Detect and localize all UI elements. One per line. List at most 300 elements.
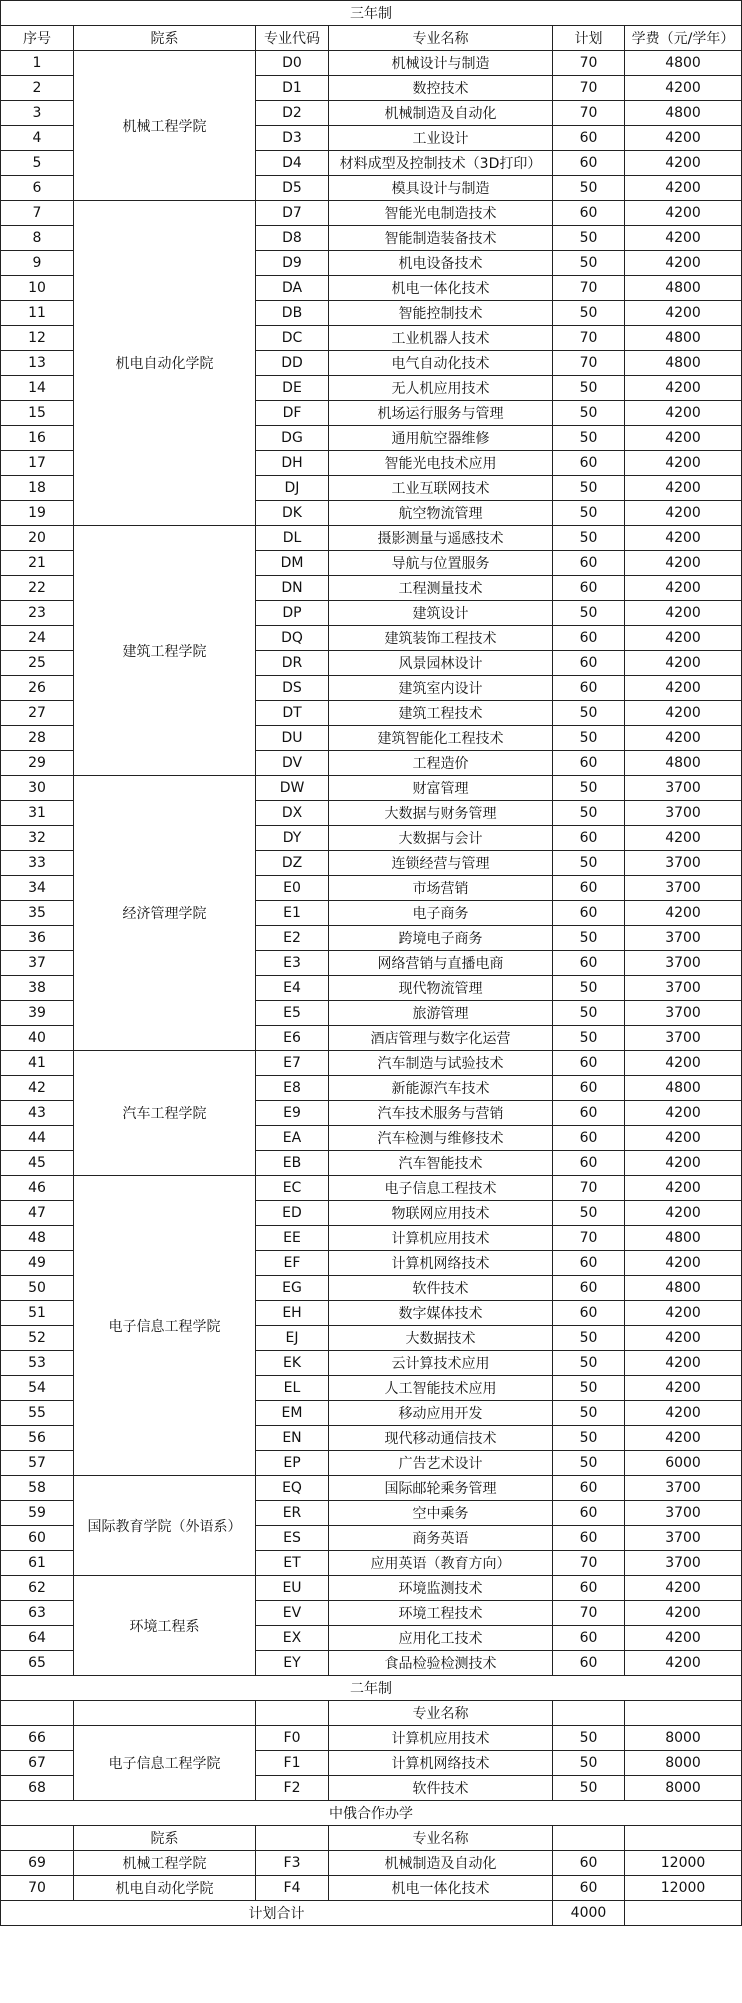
code-cell: D4	[256, 151, 329, 176]
code-cell: EQ	[256, 1476, 329, 1501]
code-cell: EF	[256, 1251, 329, 1276]
college-cell: 电子信息工程学院	[74, 1176, 256, 1476]
code-cell: E9	[256, 1101, 329, 1126]
seq-cell: 10	[1, 276, 74, 301]
fee-cell: 4200	[625, 301, 742, 326]
code-cell: E5	[256, 1001, 329, 1026]
fee-cell: 4200	[625, 1426, 742, 1451]
plan-cell: 60	[553, 751, 625, 776]
seq-cell: 35	[1, 901, 74, 926]
plan-cell: 60	[553, 576, 625, 601]
section-title-coop: 中俄合作办学	[1, 1801, 742, 1826]
major-cell: 机电一体化技术	[329, 276, 553, 301]
seq-cell: 13	[1, 351, 74, 376]
seq-cell: 12	[1, 326, 74, 351]
fee-cell: 4200	[625, 176, 742, 201]
fee-cell: 4200	[625, 151, 742, 176]
header-seq-empty	[1, 1701, 74, 1726]
seq-cell: 26	[1, 676, 74, 701]
major-cell: 工业互联网技术	[329, 476, 553, 501]
seq-cell: 25	[1, 651, 74, 676]
code-cell: ED	[256, 1201, 329, 1226]
college-cell: 建筑工程学院	[74, 526, 256, 776]
major-cell: 机械设计与制造	[329, 51, 553, 76]
major-cell: 应用化工技术	[329, 1626, 553, 1651]
header-major: 专业名称	[329, 1701, 553, 1726]
seq-cell: 69	[1, 1851, 74, 1876]
fee-cell: 4200	[625, 551, 742, 576]
plan-cell: 60	[553, 626, 625, 651]
seq-cell: 51	[1, 1301, 74, 1326]
seq-cell: 22	[1, 576, 74, 601]
fee-cell: 4200	[625, 251, 742, 276]
code-cell: E4	[256, 976, 329, 1001]
code-cell: EP	[256, 1451, 329, 1476]
plan-cell: 50	[553, 1776, 625, 1801]
code-cell: E8	[256, 1076, 329, 1101]
seq-cell: 18	[1, 476, 74, 501]
table-row	[1, 201, 742, 226]
code-cell: D0	[256, 51, 329, 76]
plan-cell: 50	[553, 1351, 625, 1376]
seq-cell: 23	[1, 601, 74, 626]
code-cell: DL	[256, 526, 329, 551]
header-seq-empty	[1, 1826, 74, 1851]
plan-cell: 50	[553, 426, 625, 451]
header-plan-empty	[553, 1826, 625, 1851]
fee-cell: 6000	[625, 1451, 742, 1476]
plan-cell: 60	[553, 1076, 625, 1101]
seq-cell: 47	[1, 1201, 74, 1226]
fee-cell: 4200	[625, 401, 742, 426]
major-cell: 风景园林设计	[329, 651, 553, 676]
plan-cell: 60	[553, 1851, 625, 1876]
plan-cell: 50	[553, 1726, 625, 1751]
seq-cell: 68	[1, 1776, 74, 1801]
plan-cell: 60	[553, 1876, 625, 1901]
seq-cell: 42	[1, 1076, 74, 1101]
seq-cell: 49	[1, 1251, 74, 1276]
major-cell: 国际邮轮乘务管理	[329, 1476, 553, 1501]
plan-cell: 50	[553, 851, 625, 876]
header-code-empty	[256, 1701, 329, 1726]
plan-cell: 50	[553, 1026, 625, 1051]
plan-cell: 50	[553, 976, 625, 1001]
header-fee-empty	[625, 1826, 742, 1851]
code-cell: DE	[256, 376, 329, 401]
header-plan-empty	[553, 1701, 625, 1726]
fee-cell: 4200	[625, 1101, 742, 1126]
fee-cell: 4200	[625, 701, 742, 726]
college-cell: 经济管理学院	[74, 776, 256, 1051]
seq-cell: 31	[1, 801, 74, 826]
fee-cell: 4200	[625, 1326, 742, 1351]
fee-cell: 4200	[625, 1126, 742, 1151]
seq-cell: 9	[1, 251, 74, 276]
code-cell: EA	[256, 1126, 329, 1151]
header-seq: 序号	[1, 26, 74, 51]
code-cell: D9	[256, 251, 329, 276]
major-cell: 机电一体化技术	[329, 1876, 553, 1901]
code-cell: DR	[256, 651, 329, 676]
major-cell: 电子信息工程技术	[329, 1176, 553, 1201]
plan-cell: 50	[553, 1426, 625, 1451]
plan-cell: 70	[553, 76, 625, 101]
seq-cell: 32	[1, 826, 74, 851]
code-cell: DB	[256, 301, 329, 326]
fee-cell: 4800	[625, 101, 742, 126]
major-cell: 智能控制技术	[329, 301, 553, 326]
seq-cell: 43	[1, 1101, 74, 1126]
fee-cell: 4200	[625, 601, 742, 626]
plan-cell: 60	[553, 1476, 625, 1501]
plan-cell: 60	[553, 901, 625, 926]
plan-cell: 60	[553, 1626, 625, 1651]
plan-cell: 50	[553, 1001, 625, 1026]
major-cell: 智能制造装备技术	[329, 226, 553, 251]
seq-cell: 60	[1, 1526, 74, 1551]
major-cell: 酒店管理与数字化运营	[329, 1026, 553, 1051]
section-title-row	[1, 1676, 742, 1701]
major-cell: 食品检验检测技术	[329, 1651, 553, 1676]
major-cell: 计算机网络技术	[329, 1751, 553, 1776]
major-cell: 通用航空器维修	[329, 426, 553, 451]
plan-cell: 50	[553, 501, 625, 526]
fee-cell: 4200	[625, 501, 742, 526]
fee-cell: 4800	[625, 751, 742, 776]
fee-cell: 4200	[625, 726, 742, 751]
section-title-row	[1, 1, 742, 26]
table-row	[1, 776, 742, 801]
code-cell: F0	[256, 1726, 329, 1751]
code-cell: EL	[256, 1376, 329, 1401]
plan-cell: 50	[553, 226, 625, 251]
major-cell: 摄影测量与遥感技术	[329, 526, 553, 551]
plan-cell: 60	[553, 1301, 625, 1326]
code-cell: DN	[256, 576, 329, 601]
fee-cell: 3700	[625, 801, 742, 826]
major-cell: 机电设备技术	[329, 251, 553, 276]
code-cell: DP	[256, 601, 329, 626]
code-cell: EC	[256, 1176, 329, 1201]
header-college: 院系	[74, 1826, 256, 1851]
plan-cell: 50	[553, 1751, 625, 1776]
code-cell: EM	[256, 1401, 329, 1426]
major-cell: 财富管理	[329, 776, 553, 801]
fee-cell: 4200	[625, 1176, 742, 1201]
seq-cell: 44	[1, 1126, 74, 1151]
major-cell: 大数据与财务管理	[329, 801, 553, 826]
code-cell: DG	[256, 426, 329, 451]
code-cell: E6	[256, 1026, 329, 1051]
code-cell: EU	[256, 1576, 329, 1601]
header-row	[1, 26, 742, 51]
code-cell: DV	[256, 751, 329, 776]
fee-cell: 3700	[625, 876, 742, 901]
fee-cell: 3700	[625, 776, 742, 801]
major-cell: 工业机器人技术	[329, 326, 553, 351]
major-cell: 机场运行服务与管理	[329, 401, 553, 426]
college-cell: 机电自动化学院	[74, 201, 256, 526]
seq-cell: 30	[1, 776, 74, 801]
fee-cell: 4200	[625, 576, 742, 601]
major-cell: 物联网应用技术	[329, 1201, 553, 1226]
code-cell: D7	[256, 201, 329, 226]
code-cell: F3	[256, 1851, 329, 1876]
major-cell: 机械制造及自动化	[329, 1851, 553, 1876]
seq-cell: 15	[1, 401, 74, 426]
code-cell: DW	[256, 776, 329, 801]
fee-cell: 8000	[625, 1776, 742, 1801]
fee-cell: 3700	[625, 976, 742, 1001]
major-cell: 建筑装饰工程技术	[329, 626, 553, 651]
code-cell: EV	[256, 1601, 329, 1626]
plan-cell: 70	[553, 1601, 625, 1626]
plan-cell: 50	[553, 1201, 625, 1226]
table-row	[1, 1051, 742, 1076]
plan-cell: 70	[553, 326, 625, 351]
seq-cell: 36	[1, 926, 74, 951]
total-value: 4000	[553, 1901, 625, 1926]
seq-cell: 56	[1, 1426, 74, 1451]
code-cell: EN	[256, 1426, 329, 1451]
code-cell: D1	[256, 76, 329, 101]
major-cell: 材料成型及控制技术（3D打印）	[329, 151, 553, 176]
major-cell: 机械制造及自动化	[329, 101, 553, 126]
plan-cell: 60	[553, 1526, 625, 1551]
major-cell: 汽车检测与维修技术	[329, 1126, 553, 1151]
fee-cell: 4800	[625, 1226, 742, 1251]
major-cell: 应用英语（教育方向）	[329, 1551, 553, 1576]
fee-cell: 4200	[625, 1576, 742, 1601]
seq-cell: 24	[1, 626, 74, 651]
fee-cell: 4800	[625, 1076, 742, 1101]
seq-cell: 38	[1, 976, 74, 1001]
plan-cell: 60	[553, 1276, 625, 1301]
major-cell: 导航与位置服务	[329, 551, 553, 576]
code-cell: DH	[256, 451, 329, 476]
code-cell: D8	[256, 226, 329, 251]
seq-cell: 63	[1, 1601, 74, 1626]
table-row	[1, 1476, 742, 1501]
seq-cell: 65	[1, 1651, 74, 1676]
table-row	[1, 1726, 742, 1751]
major-cell: 空中乘务	[329, 1501, 553, 1526]
fee-cell: 4200	[625, 826, 742, 851]
fee-cell: 4200	[625, 1201, 742, 1226]
code-cell: DJ	[256, 476, 329, 501]
seq-cell: 17	[1, 451, 74, 476]
major-cell: 大数据与会计	[329, 826, 553, 851]
header-college: 院系	[74, 26, 256, 51]
major-cell: 环境工程技术	[329, 1601, 553, 1626]
major-cell: 软件技术	[329, 1776, 553, 1801]
fee-cell: 4800	[625, 326, 742, 351]
plan-cell: 60	[553, 151, 625, 176]
seq-cell: 20	[1, 526, 74, 551]
major-cell: 数字媒体技术	[329, 1301, 553, 1326]
fee-cell: 4800	[625, 276, 742, 301]
fee-cell: 4200	[625, 1601, 742, 1626]
fee-cell: 8000	[625, 1751, 742, 1776]
major-cell: 智能光电制造技术	[329, 201, 553, 226]
fee-cell: 4200	[625, 1351, 742, 1376]
seq-cell: 3	[1, 101, 74, 126]
plan-cell: 70	[553, 351, 625, 376]
major-cell: 网络营销与直播电商	[329, 951, 553, 976]
plan-cell: 50	[553, 701, 625, 726]
code-cell: DA	[256, 276, 329, 301]
plan-cell: 50	[553, 401, 625, 426]
seq-cell: 5	[1, 151, 74, 176]
plan-cell: 70	[553, 276, 625, 301]
code-cell: EB	[256, 1151, 329, 1176]
plan-cell: 60	[553, 676, 625, 701]
fee-cell: 4200	[625, 451, 742, 476]
fee-cell: 12000	[625, 1851, 742, 1876]
plan-cell: 50	[553, 1376, 625, 1401]
plan-cell: 60	[553, 1126, 625, 1151]
seq-cell: 34	[1, 876, 74, 901]
college-cell: 机械工程学院	[74, 1851, 256, 1876]
fee-cell: 4200	[625, 426, 742, 451]
fee-cell: 3700	[625, 926, 742, 951]
plan-cell: 50	[553, 301, 625, 326]
code-cell: DF	[256, 401, 329, 426]
major-cell: 大数据技术	[329, 1326, 553, 1351]
fee-cell: 4200	[625, 226, 742, 251]
fee-cell: 4200	[625, 376, 742, 401]
table-row	[1, 1876, 742, 1901]
plan-cell: 50	[553, 1401, 625, 1426]
table-row	[1, 1576, 742, 1601]
college-cell: 汽车工程学院	[74, 1051, 256, 1176]
fee-cell: 4200	[625, 1151, 742, 1176]
seq-cell: 16	[1, 426, 74, 451]
major-cell: 智能光电技术应用	[329, 451, 553, 476]
plan-cell: 60	[553, 1651, 625, 1676]
seq-cell: 33	[1, 851, 74, 876]
major-cell: 现代移动通信技术	[329, 1426, 553, 1451]
major-cell: 商务英语	[329, 1526, 553, 1551]
code-cell: DS	[256, 676, 329, 701]
major-cell: 建筑室内设计	[329, 676, 553, 701]
seq-cell: 21	[1, 551, 74, 576]
major-cell: 移动应用开发	[329, 1401, 553, 1426]
major-cell: 汽车智能技术	[329, 1151, 553, 1176]
major-cell: 环境监测技术	[329, 1576, 553, 1601]
plan-cell: 50	[553, 801, 625, 826]
plan-cell: 60	[553, 551, 625, 576]
total-row	[1, 1901, 742, 1926]
code-cell: EH	[256, 1301, 329, 1326]
major-cell: 计算机应用技术	[329, 1226, 553, 1251]
header-fee-empty	[625, 1701, 742, 1726]
seq-cell: 37	[1, 951, 74, 976]
header-code-empty	[256, 1826, 329, 1851]
fee-cell: 3700	[625, 1551, 742, 1576]
code-cell: F2	[256, 1776, 329, 1801]
table-row	[1, 1851, 742, 1876]
fee-cell: 4800	[625, 51, 742, 76]
fee-cell: 4200	[625, 201, 742, 226]
header-college-empty	[74, 1701, 256, 1726]
fee-cell: 4200	[625, 626, 742, 651]
major-cell: 建筑智能化工程技术	[329, 726, 553, 751]
plan-cell: 70	[553, 1226, 625, 1251]
seq-cell: 7	[1, 201, 74, 226]
code-cell: E1	[256, 901, 329, 926]
major-cell: 工程测量技术	[329, 576, 553, 601]
table-row	[1, 1176, 742, 1201]
plan-cell: 50	[553, 176, 625, 201]
header-major: 专业名称	[329, 1826, 553, 1851]
seq-cell: 29	[1, 751, 74, 776]
seq-cell: 64	[1, 1626, 74, 1651]
major-cell: 现代物流管理	[329, 976, 553, 1001]
plan-cell: 50	[553, 926, 625, 951]
seq-cell: 54	[1, 1376, 74, 1401]
major-cell: 电气自动化技术	[329, 351, 553, 376]
plan-cell: 50	[553, 376, 625, 401]
seq-cell: 67	[1, 1751, 74, 1776]
plan-cell: 60	[553, 951, 625, 976]
seq-cell: 14	[1, 376, 74, 401]
code-cell: ET	[256, 1551, 329, 1576]
seq-cell: 1	[1, 51, 74, 76]
fee-cell: 4200	[625, 126, 742, 151]
fee-cell: 3700	[625, 951, 742, 976]
major-cell: 软件技术	[329, 1276, 553, 1301]
code-cell: EG	[256, 1276, 329, 1301]
code-cell: D3	[256, 126, 329, 151]
seq-cell: 52	[1, 1326, 74, 1351]
major-cell: 工程造价	[329, 751, 553, 776]
code-cell: DQ	[256, 626, 329, 651]
code-cell: DM	[256, 551, 329, 576]
code-cell: DZ	[256, 851, 329, 876]
code-cell: D2	[256, 101, 329, 126]
plan-cell: 70	[553, 51, 625, 76]
code-cell: DY	[256, 826, 329, 851]
college-cell: 国际教育学院（外语系）	[74, 1476, 256, 1576]
section-title-row	[1, 1801, 742, 1826]
fee-cell: 4200	[625, 1251, 742, 1276]
code-cell: E3	[256, 951, 329, 976]
total-label: 计划合计	[1, 1901, 553, 1926]
fee-cell: 4200	[625, 1626, 742, 1651]
seq-cell: 61	[1, 1551, 74, 1576]
fee-cell: 4200	[625, 76, 742, 101]
fee-cell: 4200	[625, 1051, 742, 1076]
seq-cell: 48	[1, 1226, 74, 1251]
college-cell: 电子信息工程学院	[74, 1726, 256, 1801]
fee-cell: 3700	[625, 1501, 742, 1526]
code-cell: DX	[256, 801, 329, 826]
seq-cell: 57	[1, 1451, 74, 1476]
fee-cell: 3700	[625, 851, 742, 876]
header-major: 专业名称	[329, 26, 553, 51]
fee-cell: 4200	[625, 1401, 742, 1426]
header-code: 专业代码	[256, 26, 329, 51]
fee-cell: 4200	[625, 1301, 742, 1326]
fee-cell: 4200	[625, 1376, 742, 1401]
plan-cell: 60	[553, 1051, 625, 1076]
major-cell: 建筑设计	[329, 601, 553, 626]
major-cell: 旅游管理	[329, 1001, 553, 1026]
plan-cell: 60	[553, 651, 625, 676]
code-cell: F1	[256, 1751, 329, 1776]
